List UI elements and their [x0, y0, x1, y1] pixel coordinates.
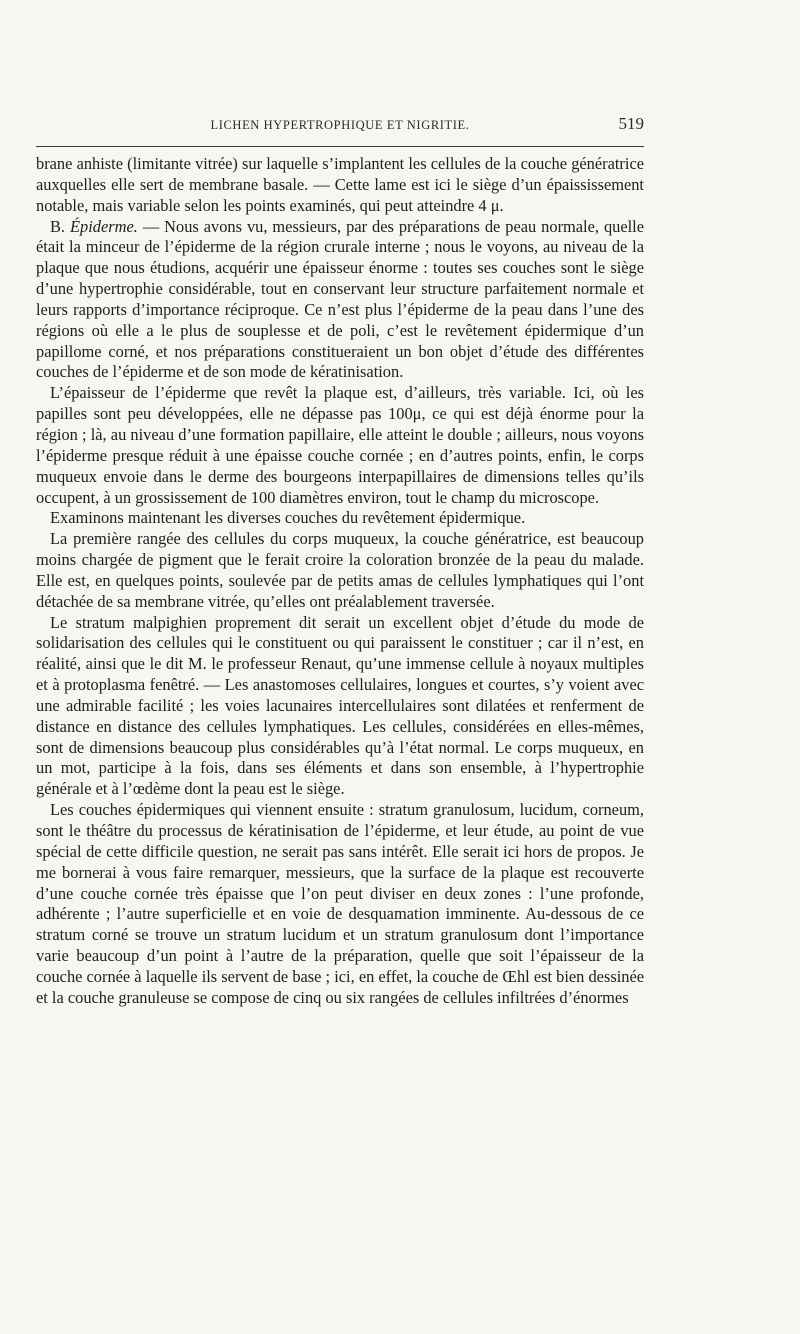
page-number: 519: [618, 114, 644, 133]
running-title: LICHEN HYPERTROPHIQUE ET NIGRITIE.: [210, 118, 470, 132]
paragraph-lead: L’épaisseur de l’épiderme que revêt la plaque est, d’ailleurs, très variable.: [50, 383, 566, 403]
paragraph-examinons: Examinons maintenant les diverses couches du revêtement épidermique.: [50, 508, 526, 528]
header-rule: [36, 146, 644, 147]
page-header: [36, 114, 644, 140]
paragraph-continuation: Ici, où les papilles sont peu développées, elle ne dépasse pas 100μ, ce qui est déjà énorme pour la région ; là, au niveau d’une formation papillaire, elle atteint le double ; ailleurs, nous voyons l’épiderme presque réduit à une épaisse couche cornée ; en d’autres points, enfin, le corps muqueux envoie dans le derme des bourgeons interpapillaires de dimensions telles qu’ils occupent, à un grossissement de 100 diamètres environ, tout le champ du microscope.: [36, 383, 644, 507]
paragraph-membrane: brane anhiste (limitante vitrée) sur laquelle s’implantent les cellules de la couche génératrice auxquelles elle sert de membrane basale. — Cette lame est ici le siège d’un épaississement notable, mais variable selon les points examinés, qui peut atteindre 4 μ.: [36, 154, 644, 215]
paragraph-epaisseur: [36, 383, 644, 508]
paragraph-stratum-malpighien: Le stratum malpighien proprement dit serait un excellent objet d’étude du mode de solidarisation des cellules qui le constituent ou qui paraissent le constituer ; car il n’est, en réalité, ainsi que le dit M. le professeur Renaut, qu’une immense cellule à noyaux multiples et à protoplasma fenêtré. — Les anastomoses cellulaires, longues et courtes, s’y voient avec une admirable facilité ; les voies lacunaires intercellulaires sont dilatées et renferment de distance en distance des cellules lymphatiques. Les cellules, considérées en elles-mêmes, sont de dimensions beaucoup plus considérables qu’à l’état normal. Le corps muqueux, en un mot, participe à la fois, dans ses éléments et dans son ensemble, à l’hypertrophie générale et à l’œdème dont la peau est le siège.: [36, 612, 644, 799]
section-label: B.: [50, 216, 66, 236]
body-text: [36, 154, 644, 1009]
paragraph-premiere-rangee: La première rangée des cellules du corps muqueux, la couche génératrice, est beaucoup moins chargée de pigment que le ferait croire la coloration bronzée de la peau du malade. Elle est, en quelques points, soulevée par de petits amas de cellules lymphatiques qui l’ont détachée de sa membrane vitrée, qu’elles ont préalablement traversée.: [36, 529, 644, 611]
paragraph-epiderme: [36, 217, 644, 384]
section-title: Épiderme.: [70, 216, 138, 236]
section-text: — Nous avons vu, messieurs, par des préparations de peau normale, quelle était la minceur de l’épiderme de la région crurale interne ; nous le voyons, au niveau de la plaque que nous étudions, acquérir une épaisseur énorme : toutes ses couches sont le siège d’une hypertrophie considérable, tout en conservant leur structure parfaitement normale et leurs rapports d’importance réciproque. Ce n’est plus l’épiderme de la peau dans l’une des régions où elle a le plus de souplesse et de poli, c’est le revêtement épidermique d’un papillome corné, et nos préparations constitueraient un bon objet d’étude des différentes couches de l’épiderme et de son mode de kératinisation.: [36, 216, 644, 382]
paragraph-couches-epidermiques: Les couches épidermiques qui viennent ensuite : stratum granulosum, lucidum, corneum, sont le théâtre du processus de kératinisation de l’épiderme, et leur étude, au point de vue spécial de cette difficile question, ne serait pas sans intérêt. Elle serait ici hors de propos. Je me bornerai à vous faire remarquer, messieurs, que la surface de la plaque est recouverte d’une couche cornée très épaisse que l’on peut diviser en deux zones : l’une profonde, adhérente ; l’autre superficielle et en voie de desquamation imminente. Au-dessous de ce stratum corné se trouve un stratum lucidum et un stratum granulosum dont l’importance varie beaucoup d’un point à l’autre de la préparation, quelle que soit l’épaisseur de la couche cornée à laquelle ils servent de base ; ici, en effet, la couche de Œhl est bien dessinée et la couche granuleuse se compose de cinq ou six rangées de cellules infiltrées d’énormes: [36, 800, 644, 1007]
